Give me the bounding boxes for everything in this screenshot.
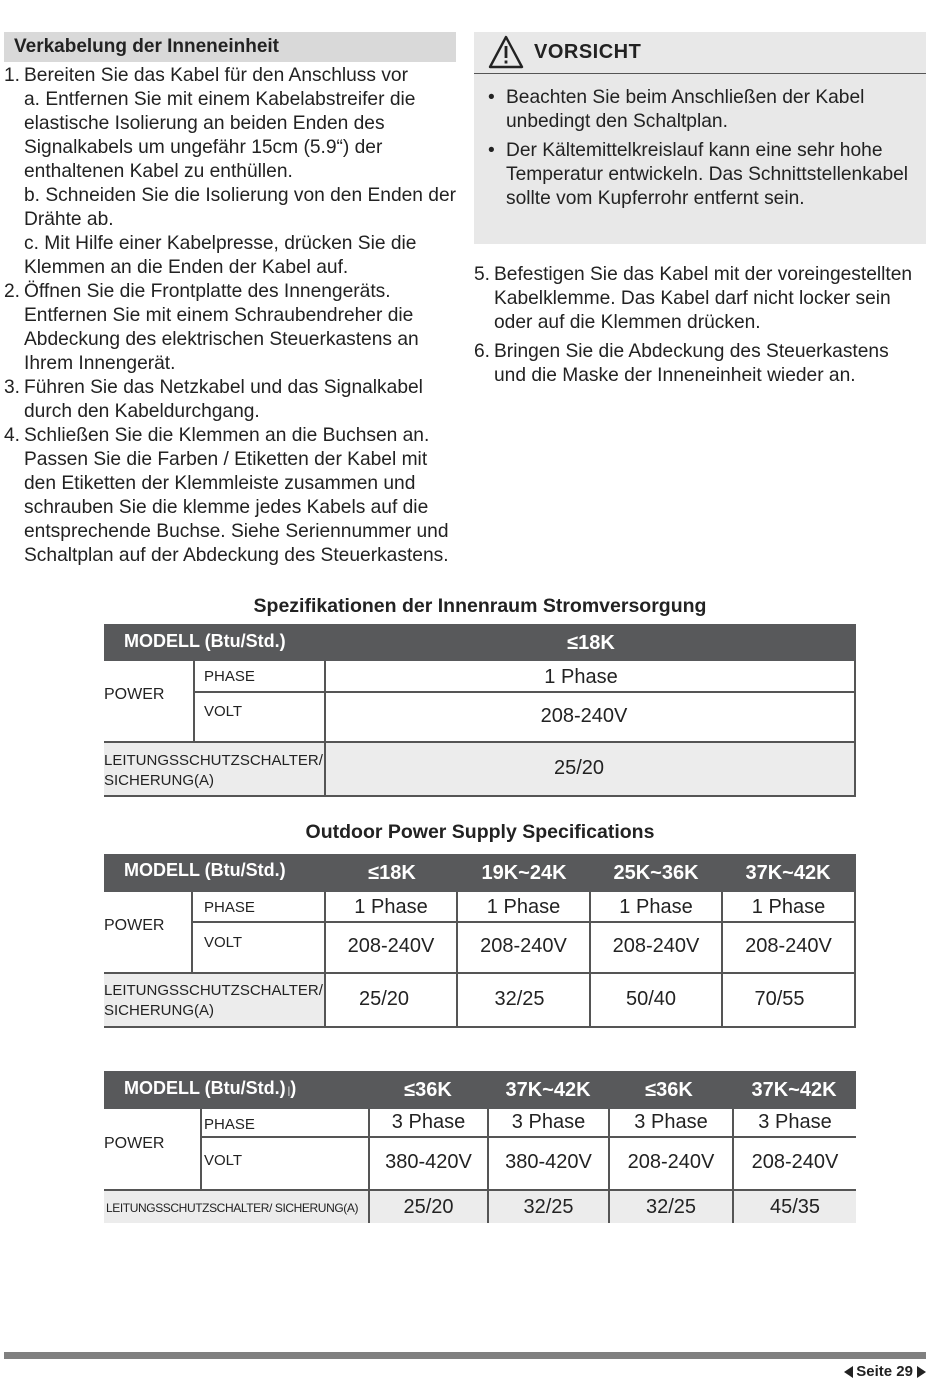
model-label: MODELL (Btu/Std.) bbox=[124, 631, 286, 651]
step-number: 1. bbox=[4, 65, 21, 86]
phase-value: 3 Phase bbox=[391, 1111, 466, 1133]
breaker-value: 45/35 bbox=[769, 1196, 821, 1218]
caution-item bbox=[486, 86, 918, 134]
step-number: 4. bbox=[4, 425, 21, 446]
caution-text: Der Kältemittelkreislauf kann eine sehr hohe Temperatur entwickeln. Das Schnittstellenkabel sollte vom Kupferrohr entfernt sein. bbox=[506, 140, 909, 209]
previous-page-icon[interactable] bbox=[844, 1366, 853, 1378]
step-number: 6. bbox=[474, 341, 491, 362]
step-4 bbox=[4, 424, 459, 568]
outdoor-power-table bbox=[104, 854, 856, 1030]
page-number: Seite 29 bbox=[856, 1363, 913, 1380]
breaker-label-line1: LEITUNGSSCHUTZSCHALTER/ bbox=[104, 982, 323, 999]
step-text: Bringen Sie die Abdeckung des Steuerkastens und die Maske der Inneneinheit wieder an. bbox=[494, 341, 889, 386]
caution-item bbox=[486, 139, 918, 211]
breaker-label-line2: SICHERUNG(A) bbox=[104, 772, 215, 789]
volt-value: 208-240V bbox=[480, 935, 567, 957]
breaker-value: 32/25 bbox=[494, 988, 545, 1010]
divider bbox=[104, 795, 856, 797]
substep-text: b. Schneiden Sie die Isolierung von den Enden der Drähte ab. bbox=[24, 185, 457, 230]
model-label-text: MODELL (Btu/Std.) bbox=[124, 1078, 286, 1098]
caution-header bbox=[474, 32, 926, 74]
step-text: Bereiten Sie das Kabel für den Anschluss vor bbox=[24, 65, 408, 86]
power-label: POWER bbox=[104, 1135, 165, 1152]
caution-box bbox=[474, 32, 926, 244]
divider bbox=[854, 661, 856, 796]
bullet-dot: • bbox=[488, 87, 495, 108]
divider bbox=[200, 1109, 202, 1191]
phase-label: PHASE bbox=[204, 668, 255, 685]
breaker-value: 25/20 bbox=[358, 988, 410, 1010]
indoor-power-table bbox=[104, 624, 856, 800]
divider bbox=[191, 892, 193, 973]
step-text: Befestigen Sie das Kabel mit der voreingestellten Kabelklemme. Das Kabel darf nicht locker sein oder auf die Klemmen drücken. bbox=[494, 264, 913, 333]
volt-value: 208-240V bbox=[347, 935, 435, 957]
model-value: 37K~42K bbox=[745, 862, 831, 884]
breaker-value: 32/25 bbox=[523, 1196, 574, 1218]
page-footer bbox=[844, 1363, 926, 1380]
divider bbox=[104, 1189, 856, 1191]
volt-value: 208-240V bbox=[751, 1151, 839, 1173]
model-label-tail: ) bbox=[290, 1078, 297, 1098]
divider bbox=[193, 661, 195, 742]
step-text: Schließen Sie die Klemmen an die Buchsen an. Passen Sie die Farben / Etiketten der Kabel mit den Etiketten der Klemmleiste zusammen und schrauben Sie die klemme jedes Kabels auf die entsprechende Buchse. Siehe Seriennummer und Schaltplan auf der Abdeckung des Steuerkastens. bbox=[24, 425, 449, 566]
model-value: 19K~24K bbox=[481, 862, 567, 884]
divider bbox=[104, 1026, 856, 1028]
phase-label: PHASE bbox=[204, 899, 255, 916]
footer-rule bbox=[4, 1352, 926, 1359]
breaker-value: 50/40 bbox=[625, 988, 677, 1010]
table-title: Outdoor Power Supply Specifications bbox=[305, 821, 655, 843]
step-1 bbox=[4, 64, 459, 88]
phase-value: 1 Phase bbox=[619, 896, 693, 918]
volt-label: VOLT bbox=[204, 703, 243, 720]
step-number: 2. bbox=[4, 281, 21, 302]
caution-list bbox=[486, 86, 918, 216]
step-1b bbox=[4, 184, 459, 232]
divider bbox=[193, 691, 856, 693]
next-page-icon[interactable] bbox=[917, 1366, 926, 1378]
model-value: ≤36K bbox=[404, 1079, 452, 1101]
step-1a bbox=[4, 88, 459, 184]
warning-triangle-icon bbox=[488, 35, 524, 69]
wiring-steps bbox=[4, 64, 459, 568]
volt-label: VOLT bbox=[204, 934, 243, 951]
breaker-value: 25/20 bbox=[553, 757, 605, 779]
substep-text: c. Mit Hilfe einer Kabelpresse, drücken Sie die Klemmen an die Enden der Kabel auf. bbox=[24, 233, 417, 278]
step-number: 5. bbox=[474, 264, 491, 285]
model-value: 37K~42K bbox=[505, 1079, 591, 1101]
wiring-steps-continued bbox=[474, 263, 924, 388]
model-value: ≤18K bbox=[368, 862, 416, 884]
section-heading: Verkabelung der Inneneinheit bbox=[4, 32, 456, 62]
divider bbox=[104, 972, 856, 974]
model-label bbox=[124, 1078, 296, 1099]
breaker-label: LEITUNGSSCHUTZSCHALTER/ SICHERUNG(A) bbox=[106, 1201, 359, 1215]
breaker-value: 32/25 bbox=[645, 1196, 697, 1218]
table-title: Spezifikationen der Innenraum Stromversorgung bbox=[253, 595, 707, 617]
phase-value: 1 Phase bbox=[486, 896, 561, 918]
volt-value: 208-240V bbox=[612, 935, 700, 957]
phase-value: 3 Phase bbox=[634, 1111, 708, 1133]
phase-label: PHASE bbox=[204, 1116, 255, 1133]
step-6 bbox=[474, 340, 924, 388]
breaker-value: 70/55 bbox=[754, 988, 805, 1010]
breaker-label-line1: LEITUNGSSCHUTZSCHALTER/ bbox=[104, 752, 323, 769]
phase-value: 1 Phase bbox=[354, 896, 428, 918]
phase-value: 3 Phase bbox=[511, 1111, 586, 1133]
step-5 bbox=[474, 263, 924, 335]
model-value: 25K~36K bbox=[613, 862, 699, 884]
tick-mark: | bbox=[285, 1086, 291, 1097]
breaker-label-line2: SICHERUNG(A) bbox=[104, 1002, 215, 1019]
phase-value: 1 Phase bbox=[544, 666, 618, 688]
divider bbox=[854, 892, 856, 1027]
step-text: Öffnen Sie die Frontplatte des Innengeräts. Entfernen Sie mit einem Schraubendreher die Abdeckung des elektrischen Steuerkastens an Ihrem Innengerät. bbox=[24, 281, 419, 374]
step-text: Führen Sie das Netzkabel und das Signalkabel durch den Kabeldurchgang. bbox=[24, 377, 423, 422]
step-2 bbox=[4, 280, 459, 376]
volt-value: 380-420V bbox=[505, 1151, 592, 1173]
divider bbox=[200, 1136, 856, 1138]
volt-value: 208-240V bbox=[627, 1151, 715, 1173]
substep-text: a. Entfernen Sie mit einem Kabelabstreifer die elastische Isolierung an beiden Enden des Signalkabels um ungefähr 15cm (5.9“) der enthaltenen Kabel zu enthüllen. bbox=[24, 89, 416, 182]
bullet-dot: • bbox=[488, 140, 495, 161]
three-phase-table bbox=[104, 1071, 856, 1223]
caution-text: Beachten Sie beim Anschließen der Kabel unbedingt den Schaltplan. bbox=[506, 87, 865, 132]
step-3 bbox=[4, 376, 459, 424]
divider bbox=[104, 741, 856, 743]
volt-value: 380-420V bbox=[385, 1151, 472, 1173]
model-value: ≤18K bbox=[567, 632, 615, 654]
model-value: ≤36K bbox=[645, 1079, 693, 1101]
volt-value: 208-240V bbox=[540, 705, 628, 727]
volt-value: 208-240V bbox=[745, 935, 832, 957]
model-label: MODELL (Btu/Std.) bbox=[124, 860, 286, 880]
step-1c bbox=[4, 232, 459, 280]
volt-label: VOLT bbox=[204, 1152, 243, 1169]
model-value: 37K~42K bbox=[751, 1079, 837, 1101]
caution-title: VORSICHT bbox=[534, 41, 642, 63]
divider bbox=[191, 921, 856, 923]
phase-value: 1 Phase bbox=[751, 896, 826, 918]
breaker-value: 25/20 bbox=[403, 1196, 454, 1218]
power-label: POWER bbox=[104, 686, 165, 703]
step-number: 3. bbox=[4, 377, 21, 398]
power-label: POWER bbox=[104, 917, 165, 934]
phase-value: 3 Phase bbox=[758, 1111, 832, 1133]
